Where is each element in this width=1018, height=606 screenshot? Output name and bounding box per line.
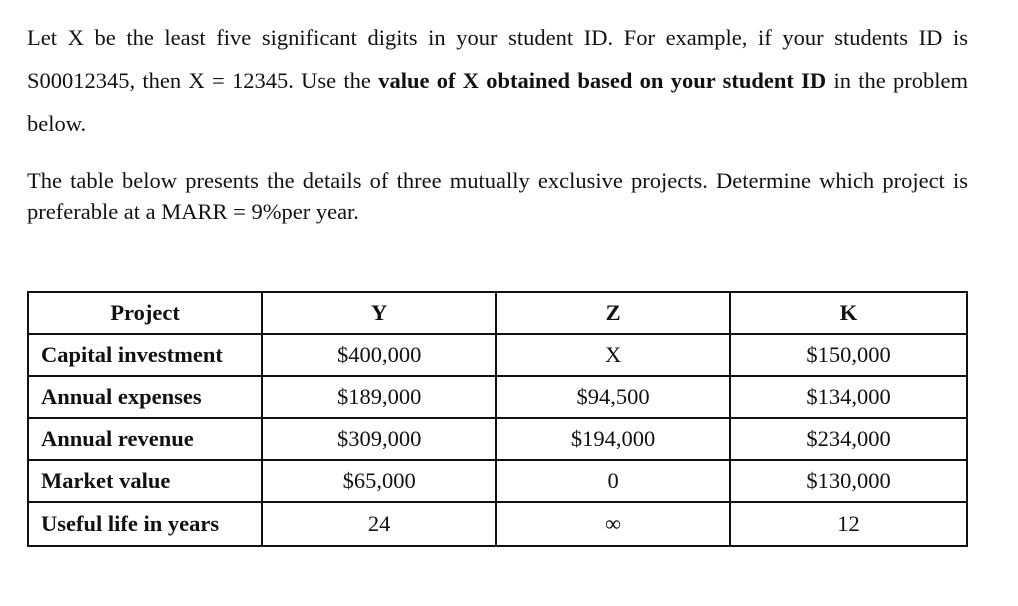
header-y: Y (263, 293, 497, 335)
row-label: Annual expenses (29, 377, 263, 419)
cell-y: $189,000 (263, 377, 497, 419)
table-row (29, 335, 966, 377)
cell-z: ∞ (497, 503, 731, 545)
projects-table (27, 291, 968, 547)
intro-text-end: in the problem below. (27, 68, 968, 136)
table-row (29, 377, 966, 419)
cell-y: 24 (263, 503, 497, 545)
header-k: K (731, 293, 966, 335)
table-row (29, 419, 966, 461)
cell-k: $134,000 (731, 377, 966, 419)
cell-z: X (497, 335, 731, 377)
cell-y: $65,000 (263, 461, 497, 503)
intro-paragraph (27, 16, 968, 145)
cell-y: $309,000 (263, 419, 497, 461)
row-label: Useful life in years (29, 503, 263, 545)
intro-bold-text: value of X obtained based on your student ID (378, 68, 827, 93)
cell-k: $130,000 (731, 461, 966, 503)
cell-z: $194,000 (497, 419, 731, 461)
cell-k: $150,000 (731, 335, 966, 377)
header-project: Project (29, 293, 263, 335)
intro-text-start: Let X be the least five significant digits in your student ID. For example, if your students ID is S00012345, then X = 12345. Use the (27, 25, 968, 93)
row-label: Market value (29, 461, 263, 503)
cell-z: 0 (497, 461, 731, 503)
table-row (29, 461, 966, 503)
problem-paragraph: The table below presents the details of three mutually exclusive projects. Determine which project is preferable at a MARR = 9%per year. (27, 168, 968, 224)
row-label: Annual revenue (29, 419, 263, 461)
table-header-row (29, 293, 966, 335)
cell-k: 12 (837, 511, 860, 536)
cell-k: $234,000 (731, 419, 966, 461)
cell-y: $400,000 (263, 335, 497, 377)
header-z: Z (497, 293, 731, 335)
table-row (29, 503, 966, 545)
row-label: Capital investment (29, 335, 263, 377)
cell-z: $94,500 (497, 377, 731, 419)
